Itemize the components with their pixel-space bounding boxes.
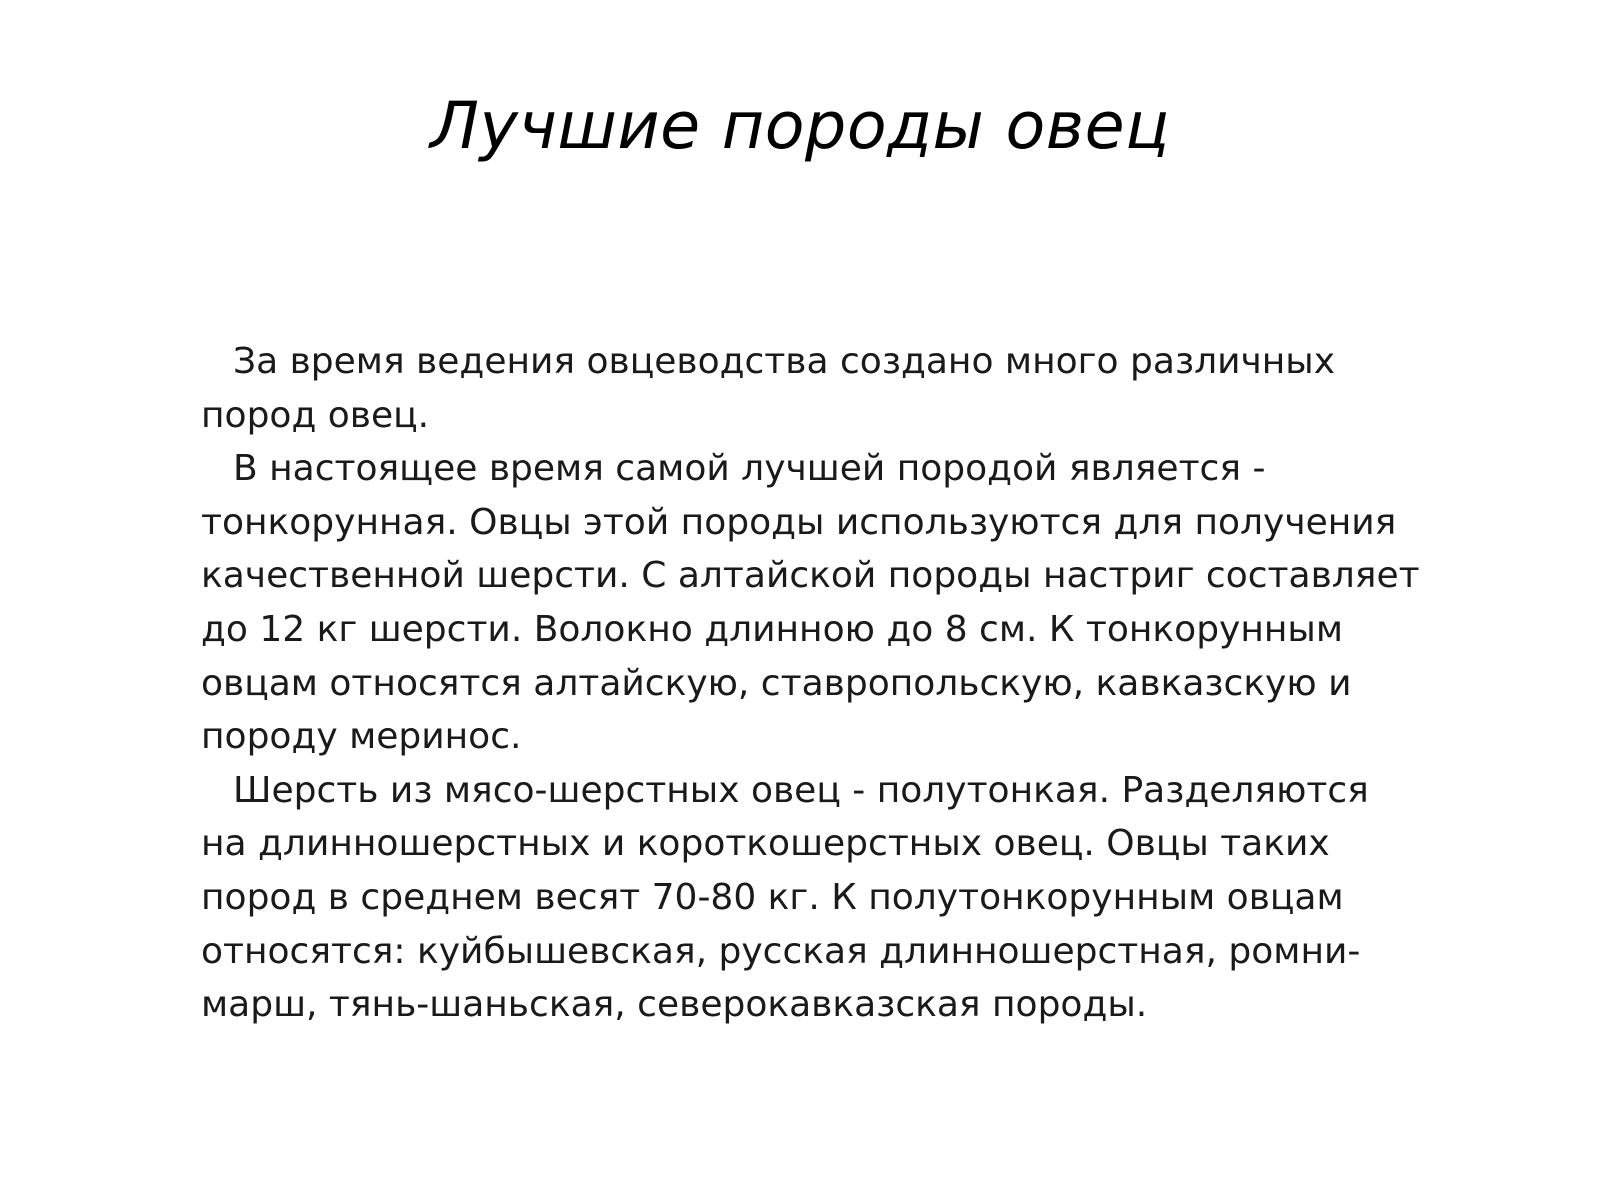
body-line: на длинношерстных и короткошерстных овец. Овцы таких (201, 823, 1330, 865)
body-line: овцам относятся алтайскую, ставропольскую, кавказскую и (201, 662, 1352, 704)
body-line: породу меринос. (201, 716, 522, 758)
body-line: пород овец. (201, 394, 430, 436)
slide-title: Лучшие породы овец (430, 89, 1170, 164)
body-line: относятся: куйбышевская, русская длинношерстная, ромни- (201, 930, 1361, 972)
body-line: марш, тянь-шаньская, северокавказская породы. (201, 984, 1148, 1026)
body-line: тонкорунная. Овцы этой породы используются для получения (201, 501, 1397, 543)
body-line: В настоящее время самой лучшей породой является - (233, 448, 1266, 490)
slide-body (201, 335, 1421, 1032)
body-line: Шерсть из мясо-шерстных овец - полутонкая. Разделяются (233, 769, 1369, 811)
body-line: пород в среднем весят 70-80 кг. К полутонкорунным овцам (201, 876, 1344, 918)
body-line: качественной шерсти. С алтайской породы настриг составляет (201, 555, 1420, 597)
body-line: до 12 кг шерсти. Волокно длинною до 8 см. К тонкорунным (201, 608, 1344, 650)
body-line: За время ведения овцеводства создано много различных (233, 341, 1336, 382)
